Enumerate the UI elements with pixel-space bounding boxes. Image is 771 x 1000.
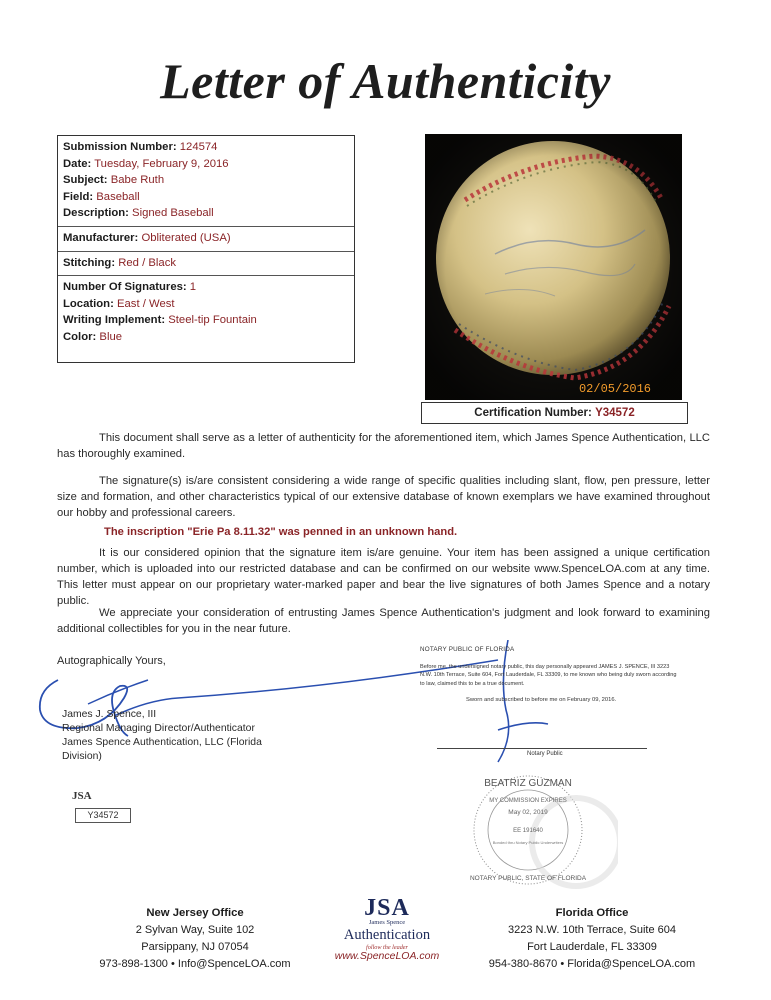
notary-statement: Before me, the undersigned notary public, this day personally appeared JAMES J. SPENCE, III 3223 N.W. 10th Terrace, Suite 604, Fort Lauderdale, FL 33309, to me known who being duly sworn according to law, claimed this to be a true document.	[420, 664, 677, 687]
office-address-line: Parsippany, NJ 07054	[141, 941, 249, 953]
paragraph-analysis: The signature(s) is/are consistent considering a wide range of specific qualities including slant, flow, pen pressure, letter size and formation, and other characteristics typical of our extensive database of known exemplars we have examined throughout our hobby and professional careers.	[57, 475, 710, 519]
date-row	[63, 156, 349, 173]
certification-label: Certification Number:	[474, 407, 592, 419]
field-value: Baseball	[96, 190, 140, 203]
field-label: Writing Implement:	[63, 314, 166, 327]
field-row	[63, 189, 349, 206]
seal-expiry: May 02, 2019	[508, 809, 548, 816]
item-details-box	[57, 135, 355, 363]
signature-count-row	[63, 279, 349, 296]
field-label: Description:	[63, 207, 129, 220]
signatory-title: Regional Managing Director/Authenticator	[62, 723, 255, 734]
closing-text: Autographically Yours,	[57, 655, 166, 667]
seal-state: NOTARY PUBLIC, STATE OF FLORIDA	[469, 875, 587, 882]
seal-name: BEATRIZ GUZMAN	[484, 778, 572, 789]
paragraph-appreciation: We appreciate your consideration of entrusting James Spence Authentication's judgment and look forward to examining additional collectibles for you in the near future.	[57, 607, 710, 635]
field-value: Babe Ruth	[110, 174, 165, 187]
paragraph-opinion: It is our considered opinion that the signature item is/are genuine. Your item has been assigned a unique certification number, which is uploaded into our restricted database and can be confirmed on our website www.SpenceLOA.com at any time. This letter must appear on our proprietary water-marked paper and bear the live signatures of both James Spence and a notary public.	[57, 547, 710, 607]
field-label: Location:	[63, 297, 114, 310]
certification-value: Y34572	[595, 407, 635, 419]
certification-number-box	[421, 402, 688, 424]
logo-james-spence: James Spence	[368, 919, 406, 926]
jsa-stamp-id: Y34572	[75, 808, 131, 823]
field-value: Tuesday, February 9, 2016	[94, 157, 229, 170]
new-jersey-office: New Jersey Office 2 Sylvan Way, Suite 102 Parsippany, NJ 07054 973-898-1300 • Info@SpenceLOA.com	[75, 905, 315, 973]
notary-seal	[458, 772, 618, 892]
field-value: 1	[189, 281, 197, 294]
logo-jsa-text: JSA	[364, 895, 410, 921]
notary-signature-line	[437, 748, 647, 749]
jsa-stamp-brand: JSA	[72, 790, 92, 802]
subject-row	[63, 172, 349, 189]
field-label: Date:	[63, 157, 92, 170]
seal-number: EE 191640	[513, 828, 543, 834]
field-value: Obliterated (USA)	[141, 231, 231, 244]
description-row	[63, 205, 349, 222]
field-value: Signed Baseball	[132, 207, 214, 220]
signatory-company: James Spence Authentication, LLC (Florida Division)	[62, 737, 262, 762]
baseball-image	[425, 134, 682, 400]
item-details-group	[58, 136, 354, 227]
florida-office: Florida Office 3223 N.W. 10th Terrace, Suite 604 Fort Lauderdale, FL 33309 954-380-8670 • Florida@SpenceLOA.com	[462, 905, 722, 973]
logo-tagline: follow the leader	[366, 944, 408, 951]
jsa-logo	[317, 896, 457, 952]
writing-implement-row	[63, 312, 349, 329]
office-address-line: Fort Lauderdale, FL 33309	[527, 941, 657, 953]
item-details-group	[58, 227, 354, 252]
office-heading: New Jersey Office	[146, 907, 244, 919]
page-title: Letter of Authenticity	[160, 53, 611, 109]
stitching-row	[63, 255, 349, 272]
field-value: Blue	[99, 330, 123, 343]
seal-bonded: Bonded thru Notary Public Underwriters	[492, 840, 564, 845]
office-address-line: 2 Sylvan Way, Suite 102	[135, 924, 255, 936]
notary-sworn-date: Sworn and subscribed to before me on February 09, 2016.	[466, 697, 617, 703]
item-details-group	[58, 252, 354, 277]
location-row	[63, 296, 349, 313]
field-value: 124574	[179, 141, 218, 153]
notary-header: NOTARY PUBLIC OF FLORIDA	[420, 646, 515, 653]
office-phone: 973-898-1300	[99, 958, 168, 970]
field-label: Submission Number:	[63, 141, 177, 153]
office-email: Florida@SpenceLOA.com	[567, 958, 696, 970]
field-label: Number Of Signatures:	[63, 281, 187, 294]
logo-authentication: Authentication	[343, 927, 431, 943]
signatory-block	[62, 708, 292, 764]
office-heading: Florida Office	[555, 907, 629, 919]
field-label: Subject:	[63, 174, 108, 187]
baseball-photo	[425, 134, 682, 400]
field-value: East / West	[116, 297, 175, 310]
field-value: Red / Black	[118, 256, 176, 269]
notary-line-label: Notary Public	[527, 751, 563, 757]
office-address-line: 3223 N.W. 10th Terrace, Suite 604	[508, 924, 676, 936]
field-value: Steel-tip Fountain	[168, 314, 257, 327]
field-label: Field:	[63, 190, 94, 203]
field-label: Manufacturer:	[63, 231, 139, 244]
website-url: www.SpenceLOA.com	[334, 950, 440, 962]
field-label: Color:	[63, 330, 97, 343]
seal-commission: MY COMMISSION EXPIRES	[489, 798, 567, 804]
manufacturer-row	[63, 230, 349, 247]
item-details-group	[58, 276, 354, 349]
photo-date-stamp: 02/05/2016	[578, 382, 652, 396]
office-email: Info@SpenceLOA.com	[177, 958, 291, 970]
field-label: Stitching:	[63, 256, 116, 269]
signatory-name: James J. Spence, III	[62, 709, 157, 720]
submission-number-row	[63, 139, 349, 156]
office-phone: 954-380-8670	[488, 958, 558, 970]
color-row	[63, 329, 349, 346]
inscription-note: The inscription "Erie Pa 8.11.32" was penned in an unknown hand.	[104, 526, 458, 538]
paragraph-intro: This document shall serve as a letter of authenticity for the aforementioned item, which James Spence Authentication, LLC has thoroughly examined.	[57, 432, 710, 460]
